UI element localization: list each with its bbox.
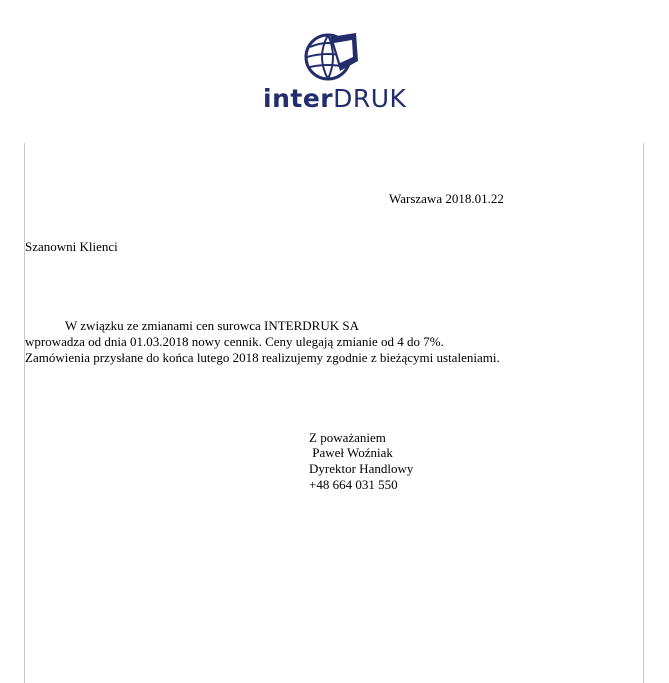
signature-name: Paweł Woźniak [309,445,393,460]
brand-wordmark: interDRUK [263,84,407,113]
letter-body-line-1: W związku ze zmianami cen surowca INTERDRUK SA [65,318,359,333]
company-logo [0,0,669,130]
signature-phone: +48 664 031 550 [309,477,398,492]
letter-page [24,143,644,683]
signature-closing: Z poważaniem [309,430,386,445]
signature-title: Dyrektor Handlowy [309,461,414,476]
letter-greeting: Szanowni Klienci [25,239,118,254]
globe-icon [304,31,360,83]
letter-body-line-2: wprowadza od dnia 01.03.2018 nowy cennik. Ceny ulegają zmianie od 4 do 7%. [25,334,444,349]
letter-date: Warszawa 2018.01.22 [389,191,504,206]
letter-body-line-3: Zamówienia przysłane do końca lutego 2018 realizujemy zgodnie z bieżącymi ustaleniami. [25,350,500,365]
